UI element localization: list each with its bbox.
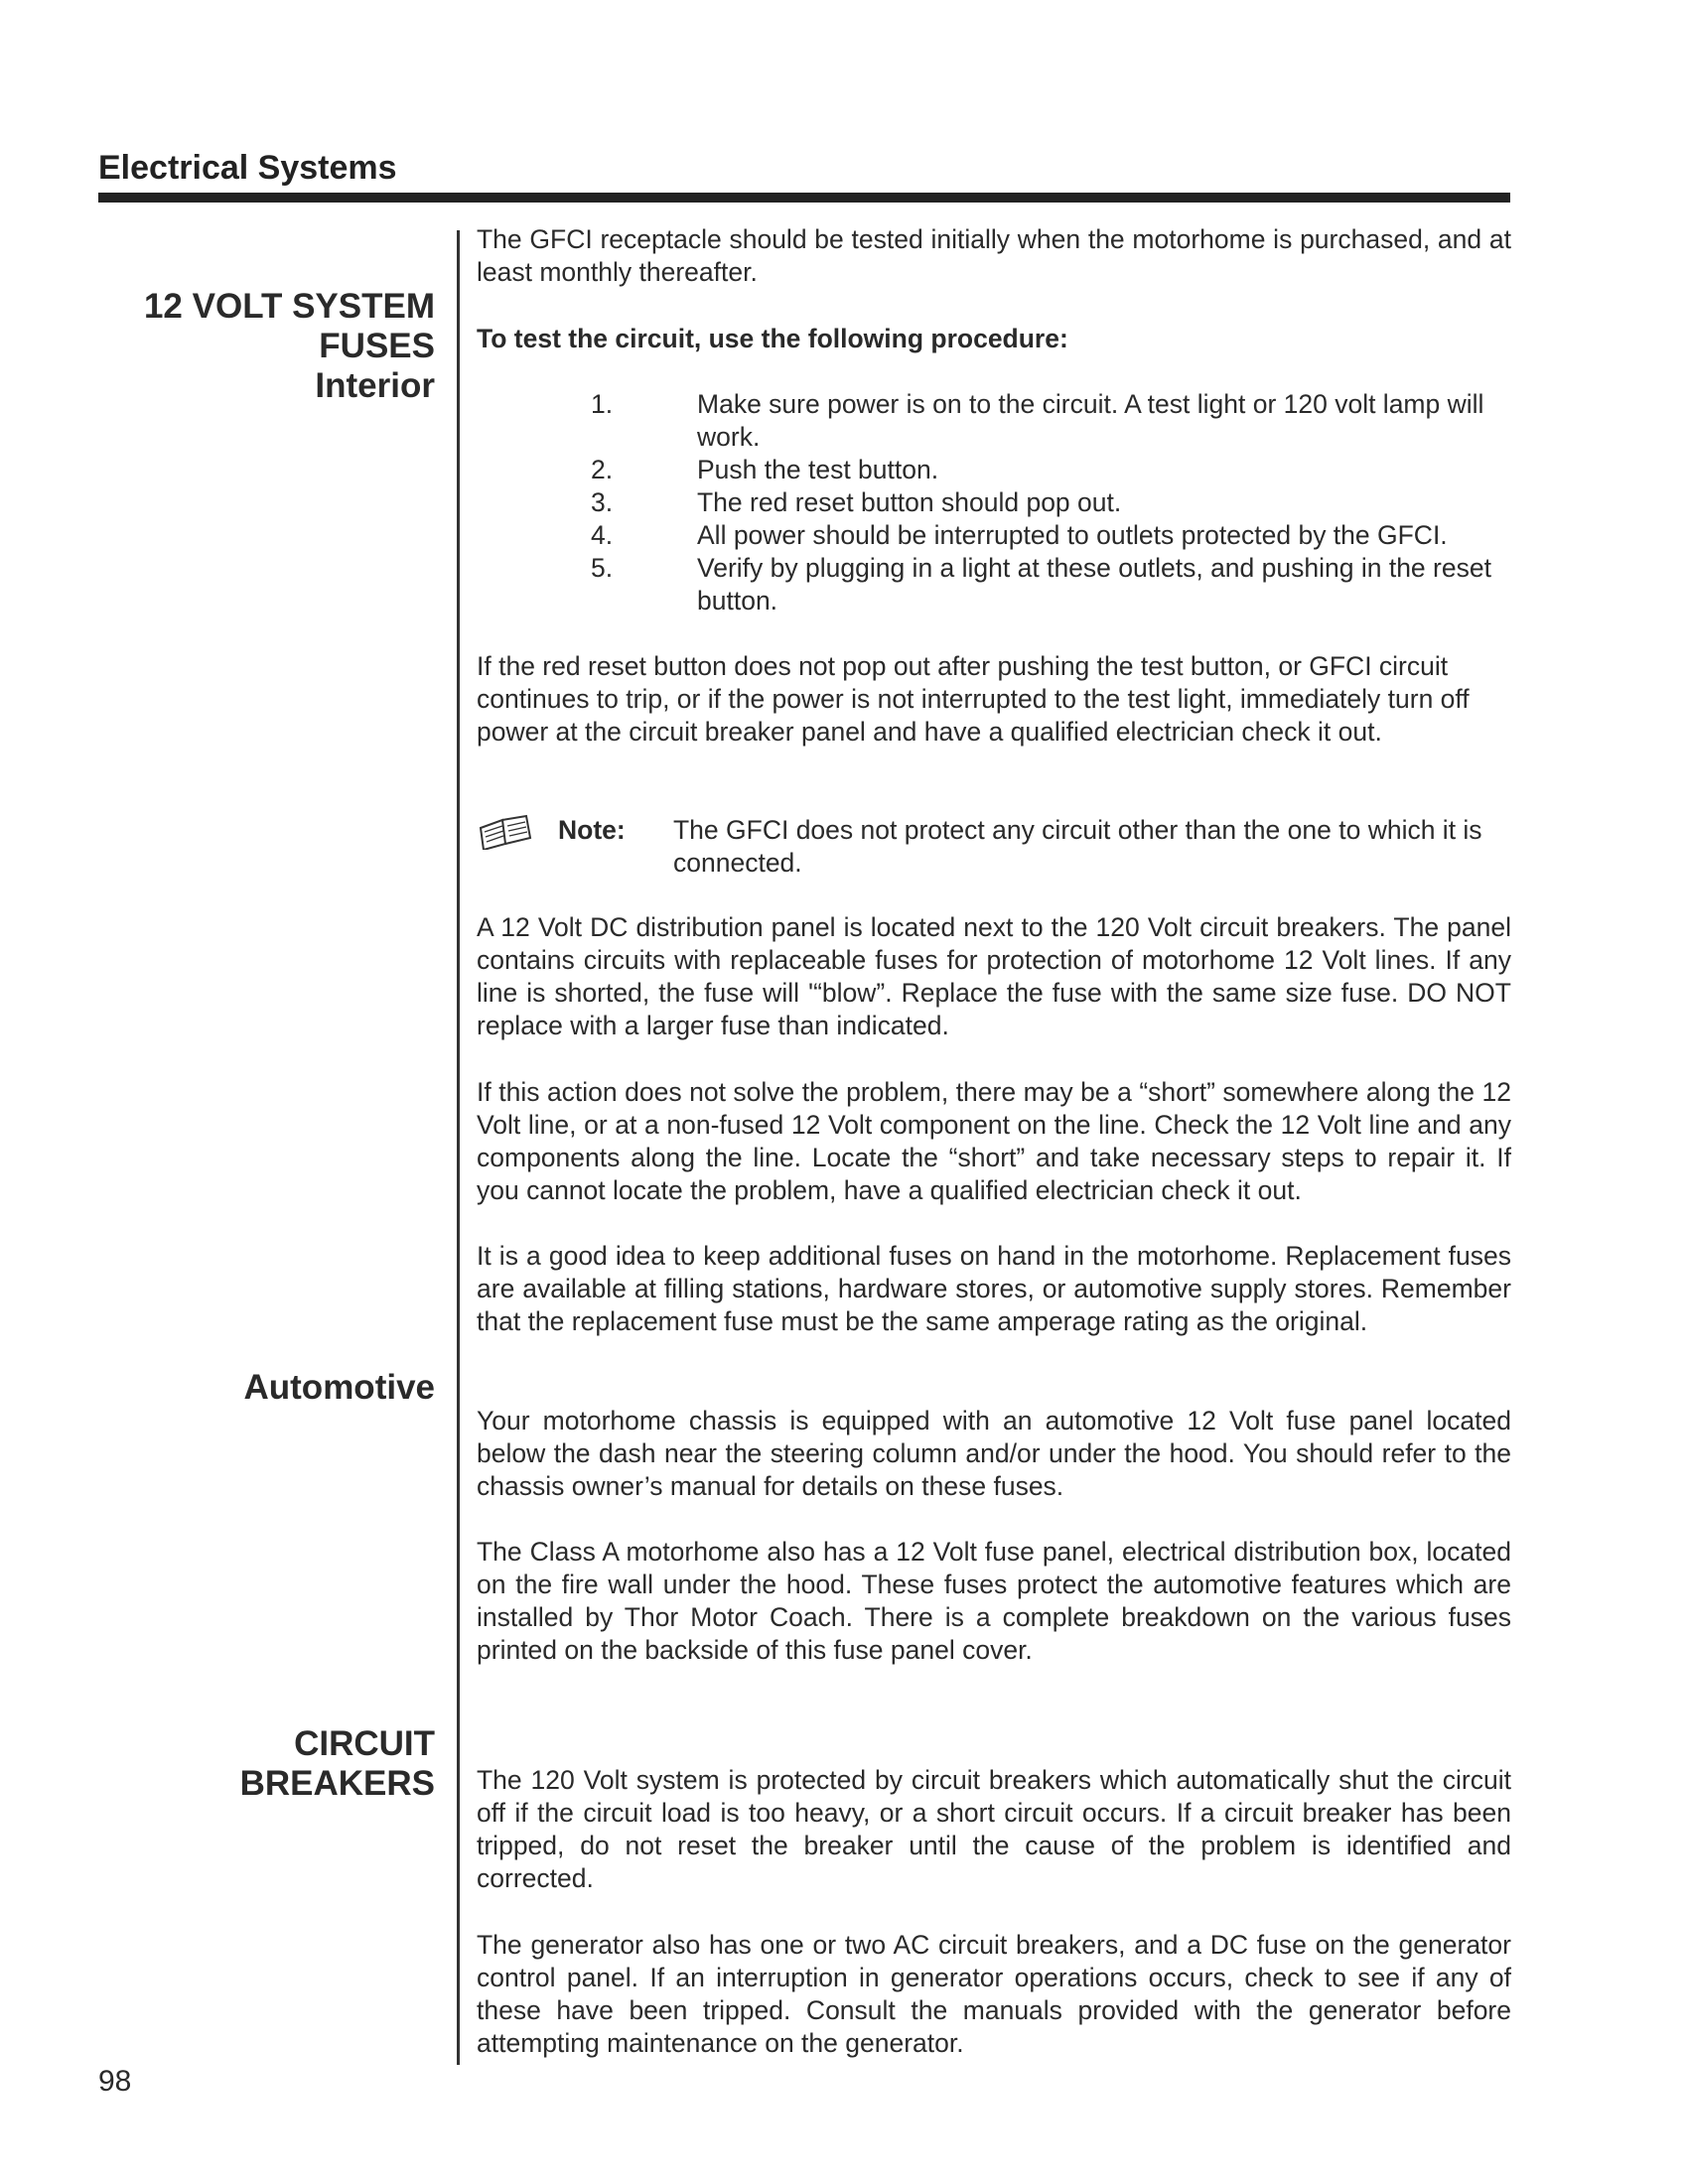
paragraph: The 120 Volt system is protected by circuit breakers which automatically shut the circuit off if the circuit load is too heavy, or a short circuit occurs. If a circuit breaker has been tripped, do not reset the breaker until the cause of the problem is identified and corrected. xyxy=(477,1765,1511,1893)
side-heading-line: BREAKERS xyxy=(239,1764,435,1803)
paragraph: Your motorhome chassis is equipped with an automotive 12 Volt fuse panel located below the dash near the steering column and/or under the hood. You should refer to the chassis owner’s manual for details on these fuses. xyxy=(477,1406,1511,1501)
side-heading-line: FUSES xyxy=(319,327,435,365)
list-item-number: 3. xyxy=(591,487,614,517)
paragraph: The Class A motorhome also has a 12 Volt fuse panel, electrical distribution box, located on the fire wall under the hood. These fuses protect the automotive features which are installed by Thor Motor Coach. There is a complete breakdown on the various fuses printed on the backside of this fuse panel cover. xyxy=(477,1537,1511,1665)
list-item-number: 1. xyxy=(591,389,614,419)
list-item-text: Verify by plugging in a light at these outlets, and pushing in the reset button. xyxy=(697,553,1491,615)
side-heading-12-volt-fuses xyxy=(144,287,435,406)
list-item-text: The red reset button should pop out. xyxy=(697,487,1122,517)
paragraph: The GFCI receptacle should be tested initially when the motorhome is purchased, and at least monthly thereafter. xyxy=(477,224,1511,287)
paragraph: A 12 Volt DC distribution panel is located next to the 120 Volt circuit breakers. The panel contains circuits with replaceable fuses for protection of motorhome 12 Volt lines. If any line is shorted, the fuse will '“blow”. Replace the fuse with the same size fuse. DO NOT replace with a larger fuse than indicated. xyxy=(477,912,1511,1040)
side-heading-line: CIRCUIT xyxy=(294,1724,435,1763)
paragraph: The generator also has one or two AC circuit breakers, and a DC fuse on the generator control panel. If an interruption in generator operations occurs, check to see if any of these have been tripped. Consult the manuals provided with the generator before attempting maintenance on the generator. xyxy=(477,1930,1511,2058)
list-item-number: 2. xyxy=(591,455,614,484)
list-item-text: All power should be interrupted to outlets protected by the GFCI. xyxy=(697,520,1448,550)
open-book-icon xyxy=(477,814,534,850)
column-divider xyxy=(457,230,460,2065)
list-item-number: 4. xyxy=(591,520,614,550)
side-subheading-interior: Interior xyxy=(315,366,435,405)
page-number: 98 xyxy=(98,2065,132,2098)
side-subheading-automotive: Automotive xyxy=(243,1368,435,1407)
paragraph: If the red reset button does not pop out after pushing the test button, or GFCI circuit continues to trip, or if the power is not interrupted to the test light, immediately turn off power at the circuit breaker panel and have a qualified electrician check it out. xyxy=(477,651,1470,747)
procedure-heading: To test the circuit, use the following procedure: xyxy=(477,324,1068,353)
side-heading-line: 12 VOLT SYSTEM xyxy=(143,287,435,326)
list-item-text: Push the test button. xyxy=(697,455,939,484)
list-item-number: 5. xyxy=(591,553,614,583)
list-item-text: Make sure power is on to the circuit. A test light or 120 volt lamp will work. xyxy=(697,389,1484,452)
section-header-title: Electrical Systems xyxy=(98,149,397,187)
paragraph: If this action does not solve the problem, there may be a “short” somewhere along the 12 Volt line, or at a non-fused 12 Volt component on the line. Check the 12 Volt line and any components along the line. Locate the “short” and take necessary steps to repair it. If you cannot locate the problem, have a qualified electrician check it out. xyxy=(477,1077,1511,1205)
side-heading-circuit-breakers xyxy=(240,1724,435,1804)
note-label: Note: xyxy=(558,815,626,845)
note-text: The GFCI does not protect any circuit other than the one to which it is connected. xyxy=(673,815,1482,878)
header-rule xyxy=(98,193,1510,203)
paragraph: It is a good idea to keep additional fuses on hand in the motorhome. Replacement fuses are available at filling stations, hardware stores, or automotive supply stores. Remember that the replacement fuse must be the same amperage rating as the original. xyxy=(477,1241,1511,1336)
note-callout xyxy=(477,814,1511,884)
